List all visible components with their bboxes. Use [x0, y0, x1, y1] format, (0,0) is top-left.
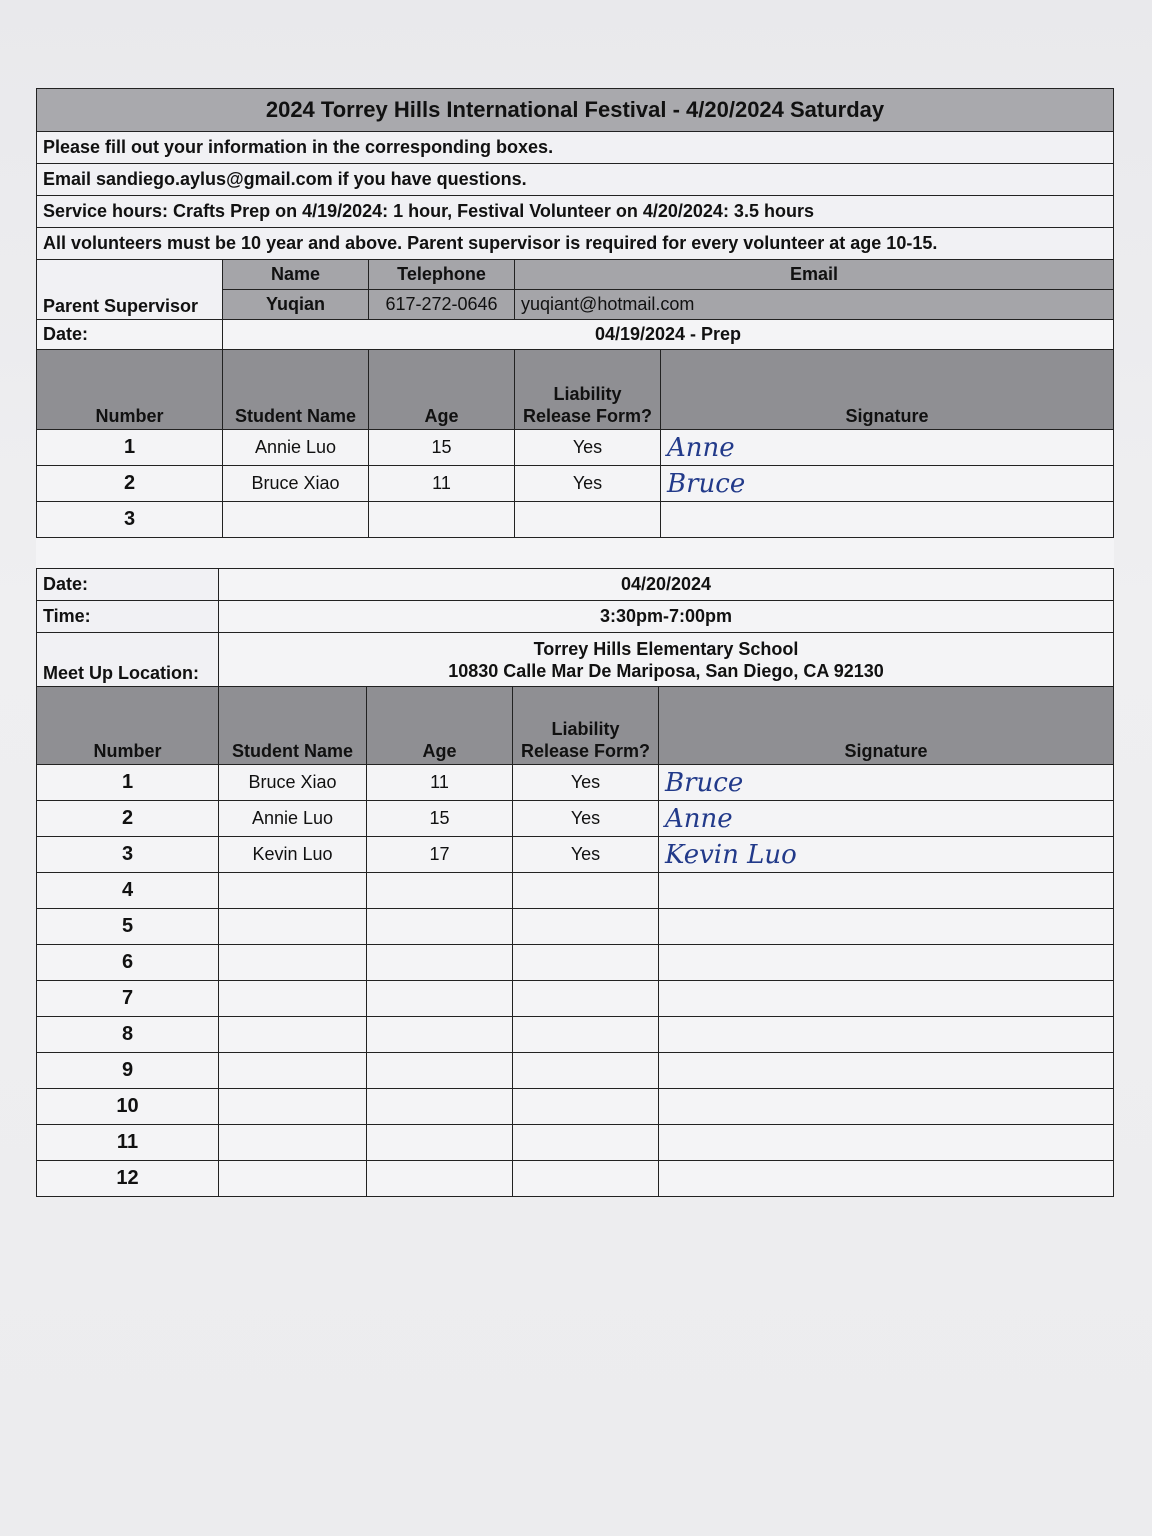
signature-header: Signature	[661, 350, 1114, 430]
signature-cell[interactable]: Bruce	[659, 765, 1114, 801]
liability-cell[interactable]	[513, 909, 659, 945]
student-name-cell[interactable]	[219, 1161, 367, 1197]
student-name-cell[interactable]: Kevin Luo	[219, 837, 367, 873]
row-number: 1	[37, 430, 223, 466]
signature-cell[interactable]	[659, 945, 1114, 981]
age-cell[interactable]: 11	[369, 466, 515, 502]
liability-cell[interactable]	[513, 1017, 659, 1053]
liability-cell[interactable]	[513, 1161, 659, 1197]
section-gap	[36, 538, 1114, 568]
signature-cell[interactable]	[659, 909, 1114, 945]
age-cell[interactable]	[367, 945, 513, 981]
age-cell[interactable]	[367, 909, 513, 945]
age-cell[interactable]: 17	[367, 837, 513, 873]
student-name-cell[interactable]	[219, 909, 367, 945]
number-header: Number	[37, 687, 219, 765]
age-cell[interactable]	[367, 981, 513, 1017]
row-number: 12	[37, 1161, 219, 1197]
student-name-cell[interactable]: Bruce Xiao	[219, 765, 367, 801]
row-number: 4	[37, 873, 219, 909]
header-table	[36, 88, 1114, 538]
form-title: 2024 Torrey Hills International Festival - 4/20/2024 Saturday	[37, 89, 1114, 132]
row-number: 2	[37, 801, 219, 837]
row-number: 10	[37, 1089, 219, 1125]
prep-row-2	[37, 466, 1114, 502]
festival-row-8	[37, 1017, 1114, 1053]
signature-cell[interactable]: Anne	[659, 801, 1114, 837]
student-name-cell[interactable]	[219, 1053, 367, 1089]
festival-time-label: Time:	[37, 601, 219, 633]
supervisor-email[interactable]: yuqiant@hotmail.com	[515, 290, 1114, 320]
student-name-cell[interactable]: Bruce Xiao	[223, 466, 369, 502]
prep-date-label: Date:	[37, 320, 223, 350]
age-header: Age	[369, 350, 515, 430]
liability-cell[interactable]: Yes	[513, 837, 659, 873]
instruction-1: Please fill out your information in the corresponding boxes.	[37, 132, 1114, 164]
liability-cell[interactable]	[513, 1125, 659, 1161]
row-number: 3	[37, 502, 223, 538]
festival-date: 04/20/2024	[219, 569, 1114, 601]
age-header: Age	[367, 687, 513, 765]
parent-supervisor-label: Parent Supervisor	[37, 260, 223, 320]
location-line-1: Torrey Hills Elementary School	[533, 638, 799, 659]
age-cell[interactable]	[367, 1089, 513, 1125]
signature-cell[interactable]	[659, 1053, 1114, 1089]
liability-cell[interactable]: Yes	[515, 430, 661, 466]
age-cell[interactable]: 15	[367, 801, 513, 837]
row-number: 5	[37, 909, 219, 945]
festival-date-label: Date:	[37, 569, 219, 601]
instruction-3: Service hours: Crafts Prep on 4/19/2024: 1 hour, Festival Volunteer on 4/20/2024: 3.5 hours	[37, 196, 1114, 228]
festival-row-11	[37, 1125, 1114, 1161]
festival-row-12	[37, 1161, 1114, 1197]
student-name-header: Student Name	[219, 687, 367, 765]
prep-rows	[37, 430, 1114, 538]
liability-cell[interactable]	[515, 502, 661, 538]
student-name-cell[interactable]: Annie Luo	[223, 430, 369, 466]
liability-header: Liability Release Form?	[515, 350, 661, 430]
student-name-cell[interactable]	[219, 873, 367, 909]
number-header: Number	[37, 350, 223, 430]
student-name-cell[interactable]	[223, 502, 369, 538]
supervisor-name[interactable]: Yuqian	[223, 290, 369, 320]
festival-row-9	[37, 1053, 1114, 1089]
signature-cell[interactable]	[659, 873, 1114, 909]
row-number: 6	[37, 945, 219, 981]
liability-cell[interactable]: Yes	[515, 466, 661, 502]
location-line-2: 10830 Calle Mar De Mariposa, San Diego, CA 92130	[448, 660, 884, 681]
telephone-header: Telephone	[369, 260, 515, 290]
age-cell[interactable]: 11	[367, 765, 513, 801]
liability-cell[interactable]	[513, 873, 659, 909]
age-cell[interactable]	[367, 1017, 513, 1053]
signature-cell[interactable]	[659, 1017, 1114, 1053]
festival-row-7	[37, 981, 1114, 1017]
age-cell[interactable]	[367, 1053, 513, 1089]
age-cell[interactable]	[367, 1161, 513, 1197]
row-number: 11	[37, 1125, 219, 1161]
festival-row-6	[37, 945, 1114, 981]
age-cell[interactable]	[367, 1125, 513, 1161]
prep-row-3	[37, 502, 1114, 538]
liability-cell[interactable]	[513, 945, 659, 981]
liability-cell[interactable]	[513, 981, 659, 1017]
instruction-4: All volunteers must be 10 year and above. Parent supervisor is required for every volunteer at age 10-15.	[37, 228, 1114, 260]
student-name-header: Student Name	[223, 350, 369, 430]
row-number: 7	[37, 981, 219, 1017]
row-number: 3	[37, 837, 219, 873]
festival-time: 3:30pm-7:00pm	[219, 601, 1114, 633]
liability-cell[interactable]: Yes	[513, 765, 659, 801]
liability-cell[interactable]	[513, 1053, 659, 1089]
age-cell[interactable]	[367, 873, 513, 909]
age-cell[interactable]	[369, 502, 515, 538]
signature-cell[interactable]	[659, 981, 1114, 1017]
festival-row-5	[37, 909, 1114, 945]
supervisor-telephone[interactable]: 617-272-0646	[369, 290, 515, 320]
student-name-cell[interactable]	[219, 981, 367, 1017]
signature-cell[interactable]	[659, 1125, 1114, 1161]
student-name-cell[interactable]	[219, 945, 367, 981]
email-header: Email	[515, 260, 1114, 290]
signature-cell[interactable]: Kevin Luo	[659, 837, 1114, 873]
meet-up-location-label: Meet Up Location:	[37, 633, 219, 687]
student-name-cell[interactable]	[219, 1017, 367, 1053]
prep-date: 04/19/2024 - Prep	[223, 320, 1114, 350]
signature-cell[interactable]	[661, 502, 1114, 538]
festival-row-4	[37, 873, 1114, 909]
student-name-cell[interactable]	[219, 1125, 367, 1161]
name-header: Name	[223, 260, 369, 290]
festival-rows	[37, 765, 1114, 1197]
row-number: 8	[37, 1017, 219, 1053]
signature-cell[interactable]: Bruce	[661, 466, 1114, 502]
signature-cell[interactable]	[659, 1161, 1114, 1197]
festival-row-2	[37, 801, 1114, 837]
instruction-2: Email sandiego.aylus@gmail.com if you have questions.	[37, 164, 1114, 196]
row-number: 1	[37, 765, 219, 801]
signature-header: Signature	[659, 687, 1114, 765]
signature-cell[interactable]	[659, 1089, 1114, 1125]
liability-cell[interactable]	[513, 1089, 659, 1125]
student-name-cell[interactable]: Annie Luo	[219, 801, 367, 837]
festival-table	[36, 568, 1114, 1197]
prep-row-1	[37, 430, 1114, 466]
student-name-cell[interactable]	[219, 1089, 367, 1125]
festival-row-3	[37, 837, 1114, 873]
liability-cell[interactable]: Yes	[513, 801, 659, 837]
meet-up-location	[219, 633, 1114, 687]
volunteer-signup-form	[36, 88, 1114, 1197]
signature-cell[interactable]: Anne	[661, 430, 1114, 466]
festival-row-10	[37, 1089, 1114, 1125]
row-number: 9	[37, 1053, 219, 1089]
row-number: 2	[37, 466, 223, 502]
age-cell[interactable]: 15	[369, 430, 515, 466]
liability-header: Liability Release Form?	[513, 687, 659, 765]
festival-row-1	[37, 765, 1114, 801]
